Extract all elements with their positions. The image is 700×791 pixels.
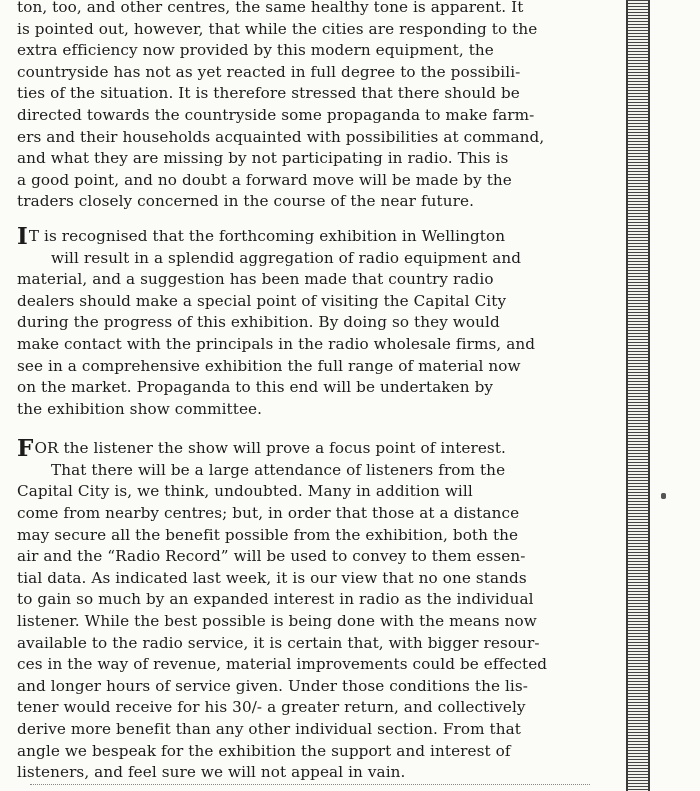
paragraph-1-line: and what they are missing by not participating in radio. This is: [17, 149, 509, 168]
paragraph-3-line: ces in the way of revenue, material improvements could be effected: [17, 655, 548, 674]
paragraph-2-line: the exhibition show committee.: [17, 399, 263, 418]
paragraph-1-line: directed towards the countryside some propaganda to make farm-: [17, 105, 535, 124]
paragraph-2-line: dealers should make a special point of visiting the Capital City: [17, 291, 507, 310]
paragraph-3-line: Capital City is, we think, undoubted. Many in addition will: [17, 482, 473, 501]
paragraph-3-line: to gain so much by an expanded interest in radio as the individual: [17, 590, 534, 609]
decorative-border-strip: [626, 0, 650, 791]
paragraph-2-line: material, and a suggestion has been made that country radio: [17, 270, 494, 289]
paragraph-3-line: tial data. As indicated last week, it is our view that no one stands: [17, 568, 527, 587]
paragraph-2-first-line: T is recognised that the forthcoming exhibition in Wellington: [28, 226, 506, 245]
paragraph-3-line: derive more benefit than any other individual section. From that: [17, 720, 521, 738]
paragraph-1-line: is pointed out, however, that while the cities are responding to the: [17, 19, 538, 38]
paragraph-2-line: during the progress of this exhibition. By doing so they would: [17, 313, 500, 332]
paragraph-3-line: That there will be a large attendance of listeners from the: [51, 460, 506, 479]
paragraph-3-line: listener. While the best possible is being done with the means now: [17, 612, 537, 631]
paragraph-1-line: ties of the situation. It is therefore stressed that there should be: [17, 84, 520, 103]
paragraph-3-line: and longer hours of service given. Under those conditions the lis-: [17, 676, 529, 695]
right-margin: [650, 0, 700, 791]
paragraph-2-line: make contact with the principals in the radio wholesale firms, and: [17, 334, 536, 353]
paragraph-3-line: air and the “Radio Record” will be used to convey to them essen-: [17, 547, 526, 566]
article-column: [17, 0, 580, 784]
paragraph-3-line: angle we bespeak for the exhibition the support and interest of: [17, 741, 511, 760]
drop-cap: I: [17, 222, 28, 250]
paragraph-3-first-line: OR the listener the show will prove a focus point of interest.: [34, 439, 506, 458]
paragraph-2-line: see in a comprehensive exhibition the full range of material now: [17, 356, 521, 375]
drop-cap: F: [17, 435, 34, 463]
paragraph-1-line: countryside has not as yet reacted in full degree to the possibili-: [17, 62, 521, 81]
paragraph-1-line: a good point, and no doubt a forward move will be made by the: [17, 170, 512, 189]
bottom-rule: [30, 784, 590, 786]
paragraph-1-line: ton, too, and other centres, the same healthy tone is apparent. It: [17, 0, 524, 16]
paragraph-3-line: listeners, and feel sure we will not appeal in vain.: [17, 763, 406, 782]
paragraph-3-line: available to the radio service, it is certain that, with bigger resour-: [17, 633, 540, 652]
paragraph-1-line: ers and their households acquainted with possibilities at command,: [17, 127, 545, 146]
paragraph-1-line: traders closely concerned in the course of the near future.: [17, 192, 475, 211]
paragraph-3-line: may secure all the benefit possible from the exhibition, both the: [17, 525, 519, 544]
paragraph-2: [17, 222, 580, 420]
paragraph-3: [17, 435, 580, 784]
paragraph-2-line: will result in a splendid aggregation of radio equipment and: [51, 248, 522, 267]
paragraph-1: [17, 0, 580, 213]
paragraph-2-line: on the market. Propaganda to this end will be undertaken by: [17, 378, 494, 397]
paragraph-3-line: tener would receive for his 30/- a greater return, and collectively: [17, 698, 526, 717]
paragraph-1-line: extra efficiency now provided by this modern equipment, the: [17, 41, 494, 60]
paragraph-3-line: come from nearby centres; but, in order that those at a distance: [17, 504, 520, 523]
print-speck: [661, 493, 666, 499]
